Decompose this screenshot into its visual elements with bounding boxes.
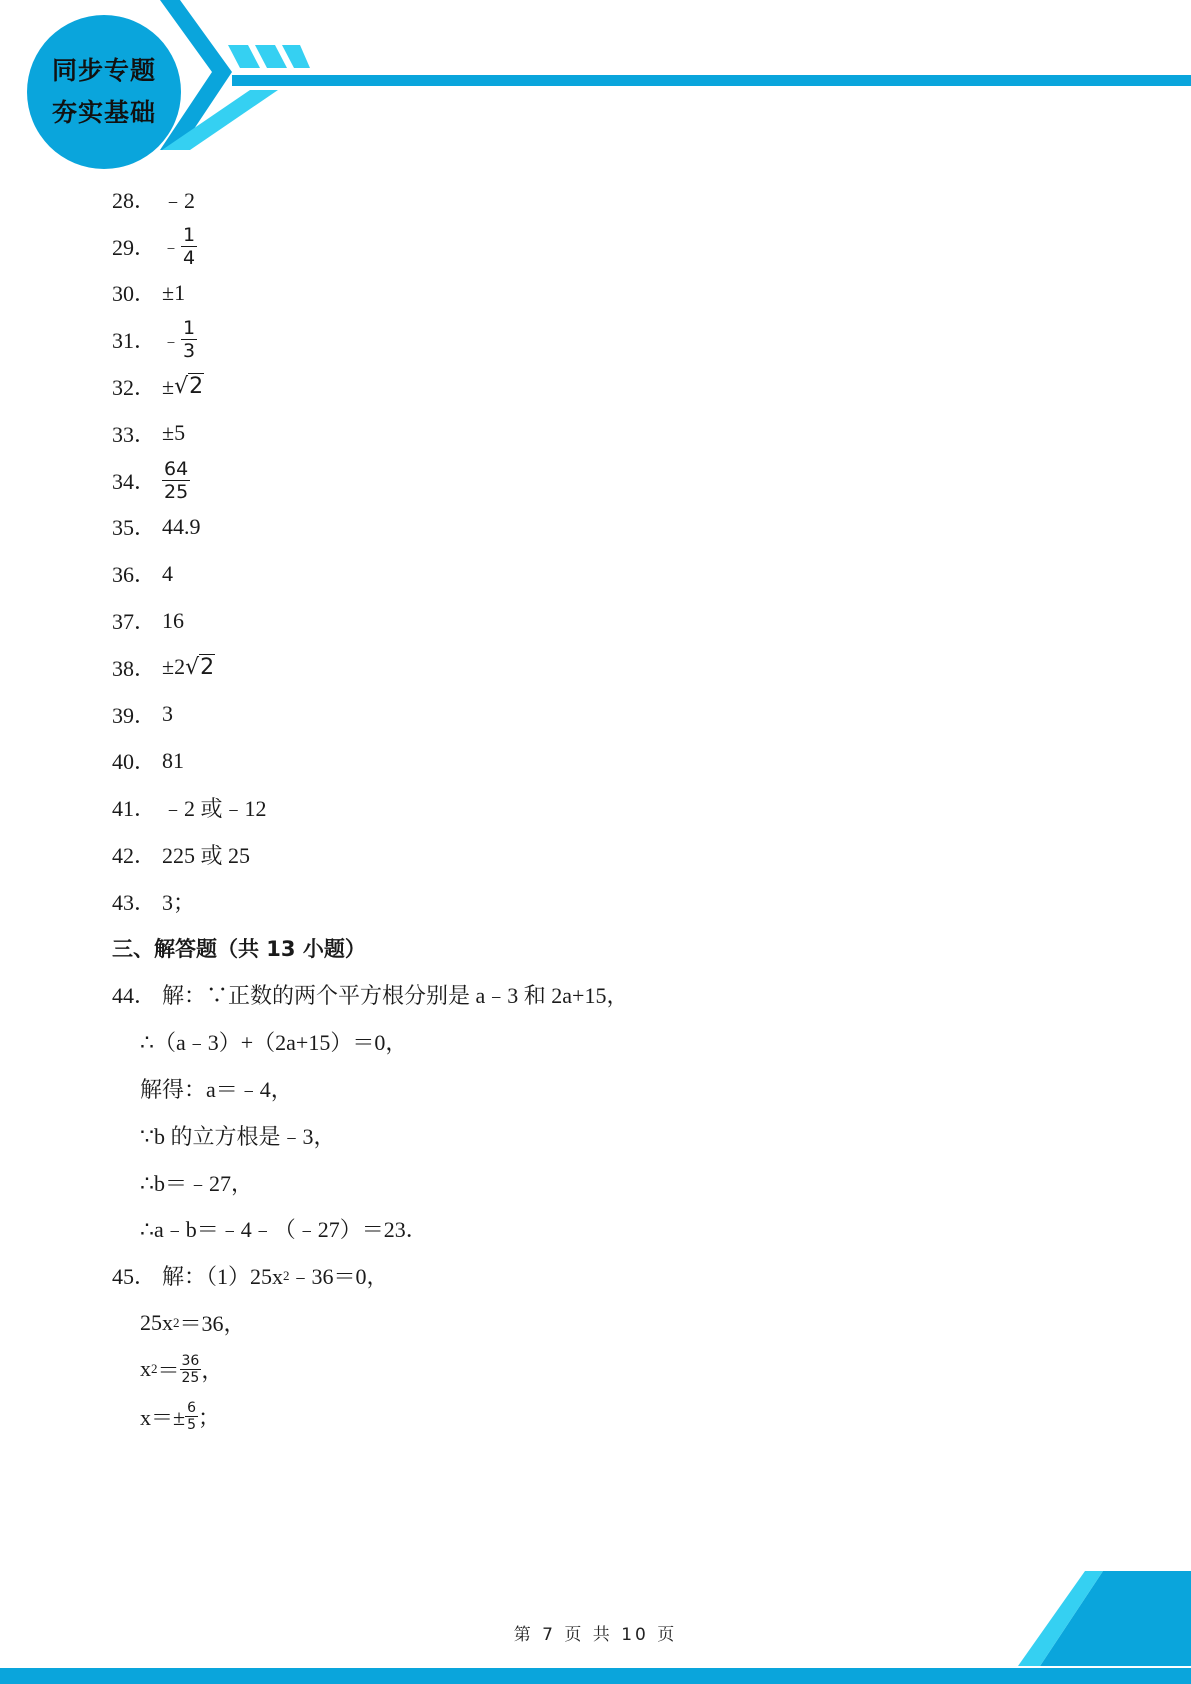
solution-text: ﹣36＝0， bbox=[289, 1264, 389, 1290]
answer-number: 28． bbox=[112, 187, 157, 213]
solution-text: 解：∵正数的两个平方根分别是 a﹣3 和 2a+15， bbox=[162, 983, 629, 1009]
exponent: 2 bbox=[283, 1267, 290, 1283]
q44-line-6: ∴a﹣b＝﹣4﹣（﹣27）＝23． bbox=[140, 1217, 428, 1243]
answer-value: ﹣2 或﹣12 bbox=[162, 796, 267, 822]
radicand: 2 bbox=[200, 654, 215, 680]
answer-number: 37． bbox=[112, 609, 157, 635]
q44-line-2: ∴（a﹣3）+（2a+15）＝0， bbox=[140, 1030, 408, 1056]
exponent: 2 bbox=[173, 1314, 180, 1330]
square-root: √2 bbox=[174, 374, 204, 400]
answer-30 bbox=[112, 270, 1112, 317]
solution-text: x＝± bbox=[140, 1404, 186, 1430]
answer-29 bbox=[112, 223, 1112, 270]
q45-line-2 bbox=[112, 1299, 1112, 1346]
answer-number: 42． bbox=[112, 843, 157, 869]
numerator: 1 bbox=[183, 223, 196, 246]
answer-value: 225 或 25 bbox=[162, 843, 251, 869]
question-number: 45． bbox=[112, 1264, 157, 1290]
q45-line-1 bbox=[112, 1252, 1112, 1299]
fraction bbox=[162, 458, 190, 503]
fraction bbox=[181, 317, 197, 362]
question-number: 44． bbox=[112, 983, 157, 1009]
radicand: 2 bbox=[189, 374, 204, 400]
plus-minus: ±2 bbox=[162, 654, 186, 680]
answer-36 bbox=[112, 550, 1112, 597]
answer-value: ±5 bbox=[162, 420, 186, 446]
answer-number: 31． bbox=[112, 328, 157, 354]
answer-content bbox=[112, 176, 1112, 1440]
answer-39 bbox=[112, 691, 1112, 738]
answer-34 bbox=[112, 457, 1112, 504]
equals-sign: ＝ bbox=[157, 1357, 180, 1383]
numerator: 1 bbox=[183, 317, 196, 340]
answer-value: 4 bbox=[162, 560, 173, 586]
answer-number: 29． bbox=[112, 234, 157, 260]
answer-number: 36． bbox=[112, 562, 157, 588]
answer-31 bbox=[112, 316, 1112, 363]
answer-number: 32． bbox=[112, 375, 157, 401]
answer-42 bbox=[112, 831, 1112, 878]
answer-number: 40． bbox=[112, 749, 157, 775]
numerator: 64 bbox=[164, 457, 189, 480]
denominator: 5 bbox=[187, 1416, 196, 1433]
answer-37 bbox=[112, 597, 1112, 644]
denominator: 3 bbox=[183, 340, 196, 363]
q44-line-3: 解得：a＝﹣4， bbox=[140, 1077, 293, 1103]
fraction bbox=[181, 224, 197, 269]
fraction bbox=[185, 1400, 198, 1433]
answer-number: 30． bbox=[112, 281, 157, 307]
answer-43 bbox=[112, 878, 1112, 925]
minus-sign: ﹣ bbox=[162, 330, 180, 352]
punctuation: ； bbox=[198, 1404, 221, 1430]
answer-value: 81 bbox=[162, 747, 184, 773]
q44-line-4: ∵b 的立方根是﹣3， bbox=[140, 1123, 336, 1149]
denominator: 25 bbox=[181, 1369, 200, 1386]
solution-text: 25x bbox=[140, 1309, 173, 1335]
numerator: 6 bbox=[187, 1399, 196, 1416]
answer-28 bbox=[112, 176, 1112, 223]
answer-35 bbox=[112, 504, 1112, 551]
answer-41 bbox=[112, 784, 1112, 831]
answer-32 bbox=[112, 363, 1112, 410]
q44-line-1 bbox=[112, 972, 1112, 1019]
answer-value: 16 bbox=[162, 607, 184, 633]
solution-text: x bbox=[140, 1356, 151, 1382]
answer-value: 3； bbox=[162, 889, 196, 915]
q45-line-4 bbox=[112, 1393, 1112, 1440]
answer-number: 43． bbox=[112, 889, 157, 915]
answer-value: 44.9 bbox=[162, 513, 201, 539]
header-badge bbox=[27, 15, 181, 169]
answer-number: 39． bbox=[112, 702, 157, 728]
denominator: 25 bbox=[164, 480, 189, 503]
minus-sign: ﹣ bbox=[162, 237, 180, 259]
answer-number: 33． bbox=[112, 421, 157, 447]
plus-minus: ± bbox=[162, 373, 175, 399]
numerator: 36 bbox=[181, 1352, 200, 1369]
fraction bbox=[180, 1353, 202, 1386]
answer-38 bbox=[112, 644, 1112, 691]
answer-number: 35． bbox=[112, 515, 157, 541]
solution-text: 解：（1）25x bbox=[162, 1264, 284, 1290]
answer-value: 3 bbox=[162, 701, 173, 727]
answer-value: ±1 bbox=[162, 279, 186, 305]
badge-line-1: 同步专题 bbox=[51, 56, 156, 85]
punctuation: ， bbox=[201, 1357, 224, 1383]
section-title: 三、解答题（共 13 小题） bbox=[112, 937, 366, 962]
answer-number: 38． bbox=[112, 655, 157, 681]
answer-33 bbox=[112, 410, 1112, 457]
answer-number: 41． bbox=[112, 796, 157, 822]
solution-text: ＝36， bbox=[179, 1311, 246, 1337]
answer-40 bbox=[112, 738, 1112, 785]
answer-value: ﹣2 bbox=[162, 187, 196, 213]
square-root: √2 bbox=[185, 654, 215, 680]
badge-line-2: 夯实基础 bbox=[51, 98, 156, 127]
denominator: 4 bbox=[183, 246, 196, 269]
page-number: 第 7 页 共 10 页 bbox=[513, 1625, 678, 1645]
q44-line-5: ∴b＝﹣27， bbox=[140, 1170, 253, 1196]
answer-number: 34． bbox=[112, 468, 157, 494]
q45-line-3 bbox=[112, 1346, 1112, 1393]
exponent: 2 bbox=[151, 1361, 158, 1377]
